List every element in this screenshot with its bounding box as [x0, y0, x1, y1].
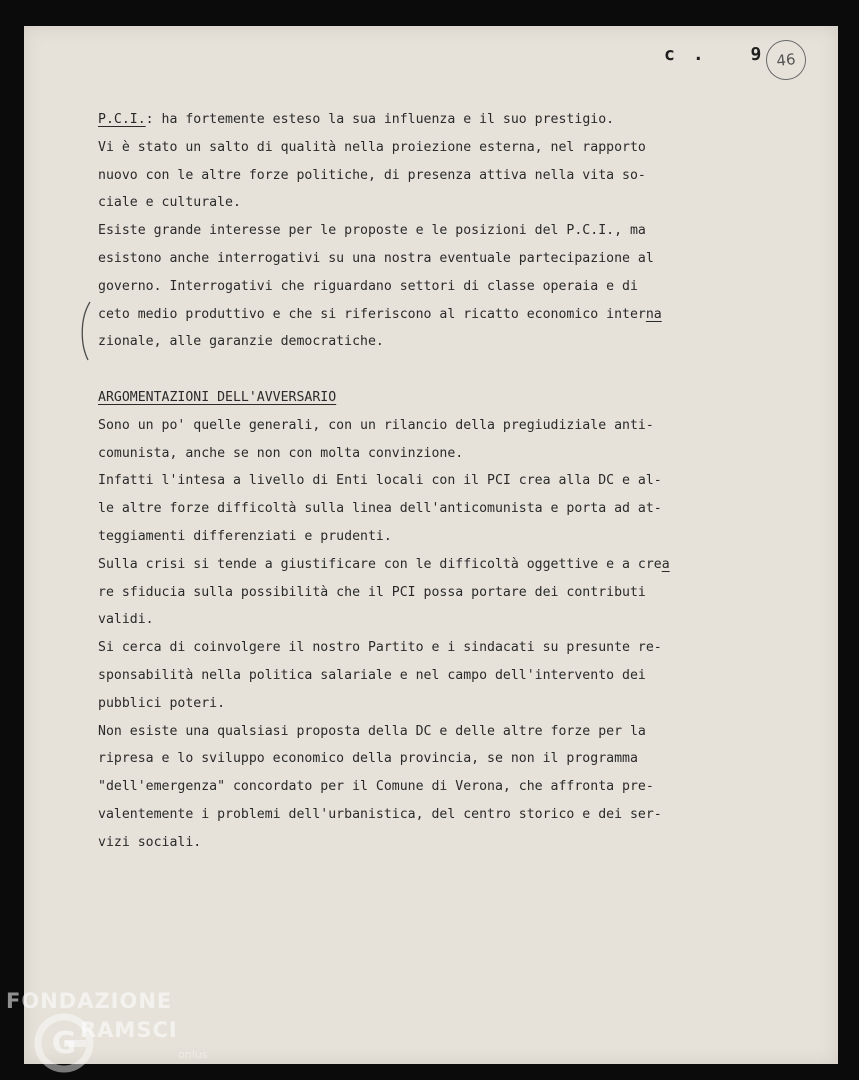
text-line: Infatti l'intesa a livello di Enti locali con il PCI crea alla DC e al-	[98, 473, 662, 489]
text-line: Si cerca di coinvolgere il nostro Partito e i sindacati su presunte re-	[98, 640, 662, 656]
text-line: ciale e culturale.	[98, 195, 241, 211]
watermark-line-3: onlus	[178, 1048, 208, 1061]
text-line: governo. Interrogativi che riguardano settori di classe operaia e di	[98, 278, 638, 294]
text-line: Non esiste una qualsiasi proposta della DC e delle altre forze per la	[98, 723, 646, 739]
text-line: Esiste grande interesse per le proposte e le posizioni del P.C.I., ma	[98, 223, 646, 239]
text-line: le altre forze difficoltà sulla linea dell'anticomunista e porta ad at-	[98, 501, 662, 517]
watermark-line-1: FONDAZIONE	[6, 989, 173, 1013]
text-line: zionale, alle garanzie democratiche.	[98, 334, 384, 350]
text-line: comunista, anche se non con molta convinzione.	[98, 445, 464, 461]
text-line: P.C.I.: ha fortemente esteso la sua influenza e il suo prestigio.	[98, 112, 615, 127]
text-line: Sulla crisi si tende a giustificare con le difficoltà oggettive e a crea	[98, 556, 670, 572]
text-line: re sfiducia sulla possibilità che il PCI possa portare dei contributi	[98, 584, 646, 600]
paragraph-gap	[98, 356, 798, 384]
page-number: c. 9	[664, 44, 780, 65]
text-line: teggiamenti differenziati e prudenti.	[98, 528, 392, 544]
text-line: Sono un po' quelle generali, con un rilancio della pregiudiziale anti-	[98, 417, 654, 433]
text-line: sponsabilità nella politica salariale e nel campo dell'intervento dei	[98, 667, 646, 683]
party-abbreviation: P.C.I.	[98, 112, 146, 127]
text-line: valentemente i problemi dell'urbanistica, del centro storico e dei ser-	[98, 806, 662, 822]
fondazione-gramsci-watermark	[2, 985, 217, 1075]
document-body	[98, 106, 798, 857]
text-line: pubblici poteri.	[98, 695, 226, 711]
margin-bracket-mark	[76, 300, 98, 362]
logo-letter: G	[51, 1026, 77, 1061]
text-line: vizi sociali.	[98, 834, 202, 850]
text-line: ripresa e lo sviluppo economico della provincia, se non il programma	[98, 751, 638, 767]
watermark-line-2: RAMSCI	[80, 1018, 178, 1042]
text-line: "dell'emergenza" concordato per il Comune di Verona, che affronta pre-	[98, 779, 654, 795]
text-line: validi.	[98, 612, 154, 628]
text-line: Vi è stato un salto di qualità nella proiezione esterna, nel rapporto	[98, 139, 646, 155]
text-line: esistono anche interrogativi su una nostra eventuale partecipazione al	[98, 250, 654, 266]
archive-number-circled: 46	[764, 38, 808, 82]
section-heading: ARGOMENTAZIONI DELL'AVVERSARIO	[98, 389, 337, 405]
text-line: nuovo con le altre forze politiche, di presenza attiva nella vita so-	[98, 167, 646, 183]
text-line: ceto medio produttivo e che si riferiscono al ricatto economico interna	[98, 306, 662, 322]
